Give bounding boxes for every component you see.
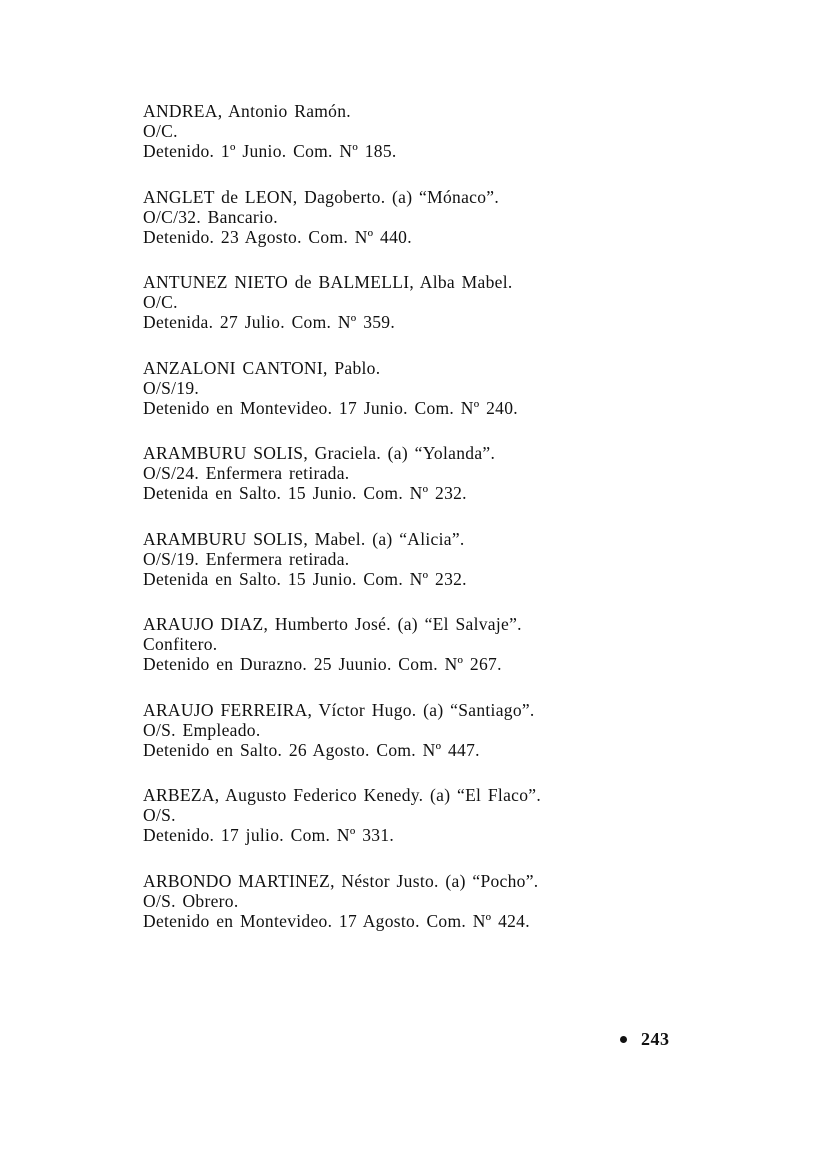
- entry-detention-line: Detenido en Montevideo. 17 Agosto. Com. Nº 424.: [143, 910, 530, 931]
- entry-detail-line: O/S.: [143, 805, 176, 825]
- entry-list: [143, 101, 703, 956]
- entry-name-line: ANZALONI CANTONI, Pablo.: [143, 357, 381, 378]
- entry-detail-line: O/S. Obrero.: [143, 890, 239, 911]
- entry-detention-line: Detenido en Durazno. 25 Juunio. Com. Nº 267.: [143, 654, 502, 674]
- entry-detention-line: Detenida en Salto. 15 Junio. Com. Nº 232.: [143, 483, 467, 503]
- entry-name-line: ARAUJO DIAZ, Humberto José. (a) “El Salvaje”.: [143, 614, 522, 634]
- list-item: [143, 101, 703, 187]
- entry-name-line: ARAUJO FERREIRA, Víctor Hugo. (a) “Santiago”.: [143, 699, 535, 720]
- entry-detention-line: Detenido en Montevideo. 17 Junio. Com. Nº 240.: [143, 397, 518, 418]
- entry-name-line: ARBONDO MARTINEZ, Néstor Justo. (a) “Pocho”.: [143, 870, 539, 891]
- entry-name-line: ANDREA, Antonio Ramón.: [143, 101, 351, 121]
- entry-detail-line: O/S/19.: [143, 377, 200, 398]
- page-footer: [620, 1029, 670, 1050]
- list-item: [143, 871, 703, 957]
- entry-detention-line: Detenido. 23 Agosto. Com. Nº 440.: [143, 226, 412, 247]
- list-item: [143, 529, 703, 615]
- entry-detail-line: O/S/19. Enfermera retirada.: [143, 548, 350, 569]
- entry-name-line: ARBEZA, Augusto Federico Kenedy. (a) “El Flaco”.: [143, 785, 542, 805]
- entry-detention-line: Detenido en Salto. 26 Agosto. Com. Nº 447.: [143, 739, 480, 760]
- list-item: [143, 614, 703, 700]
- entry-detention-line: Detenido. 17 julio. Com. Nº 331.: [143, 825, 395, 845]
- list-item: [143, 785, 703, 871]
- list-item: [143, 272, 703, 358]
- list-item: [143, 443, 703, 529]
- entry-detail-line: O/S. Empleado.: [143, 719, 261, 740]
- bullet-icon: [620, 1036, 627, 1043]
- entry-detention-line: Detenido. 1º Junio. Com. Nº 185.: [143, 141, 397, 161]
- entry-name-line: ANTUNEZ NIETO de BALMELLI, Alba Mabel.: [143, 272, 513, 292]
- entry-detail-line: O/C/32. Bancario.: [143, 206, 278, 227]
- list-item: [143, 187, 703, 273]
- list-item: [143, 700, 703, 786]
- entry-detention-line: Detenida en Salto. 15 Junio. Com. Nº 232.: [143, 568, 467, 589]
- entry-detail-line: Confitero.: [143, 634, 218, 654]
- entry-detail-line: O/S/24. Enfermera retirada.: [143, 463, 350, 483]
- page-number: 243: [641, 1029, 670, 1049]
- entry-detail-line: O/C.: [143, 292, 178, 312]
- list-item: [143, 358, 703, 444]
- entry-detention-line: Detenida. 27 Julio. Com. Nº 359.: [143, 312, 396, 332]
- entry-name-line: ARAMBURU SOLIS, Mabel. (a) “Alicia”.: [143, 528, 465, 549]
- entry-name-line: ARAMBURU SOLIS, Graciela. (a) “Yolanda”.: [143, 443, 496, 463]
- entry-name-line: ANGLET de LEON, Dagoberto. (a) “Mónaco”.: [143, 186, 500, 207]
- entry-detail-line: O/C.: [143, 121, 178, 141]
